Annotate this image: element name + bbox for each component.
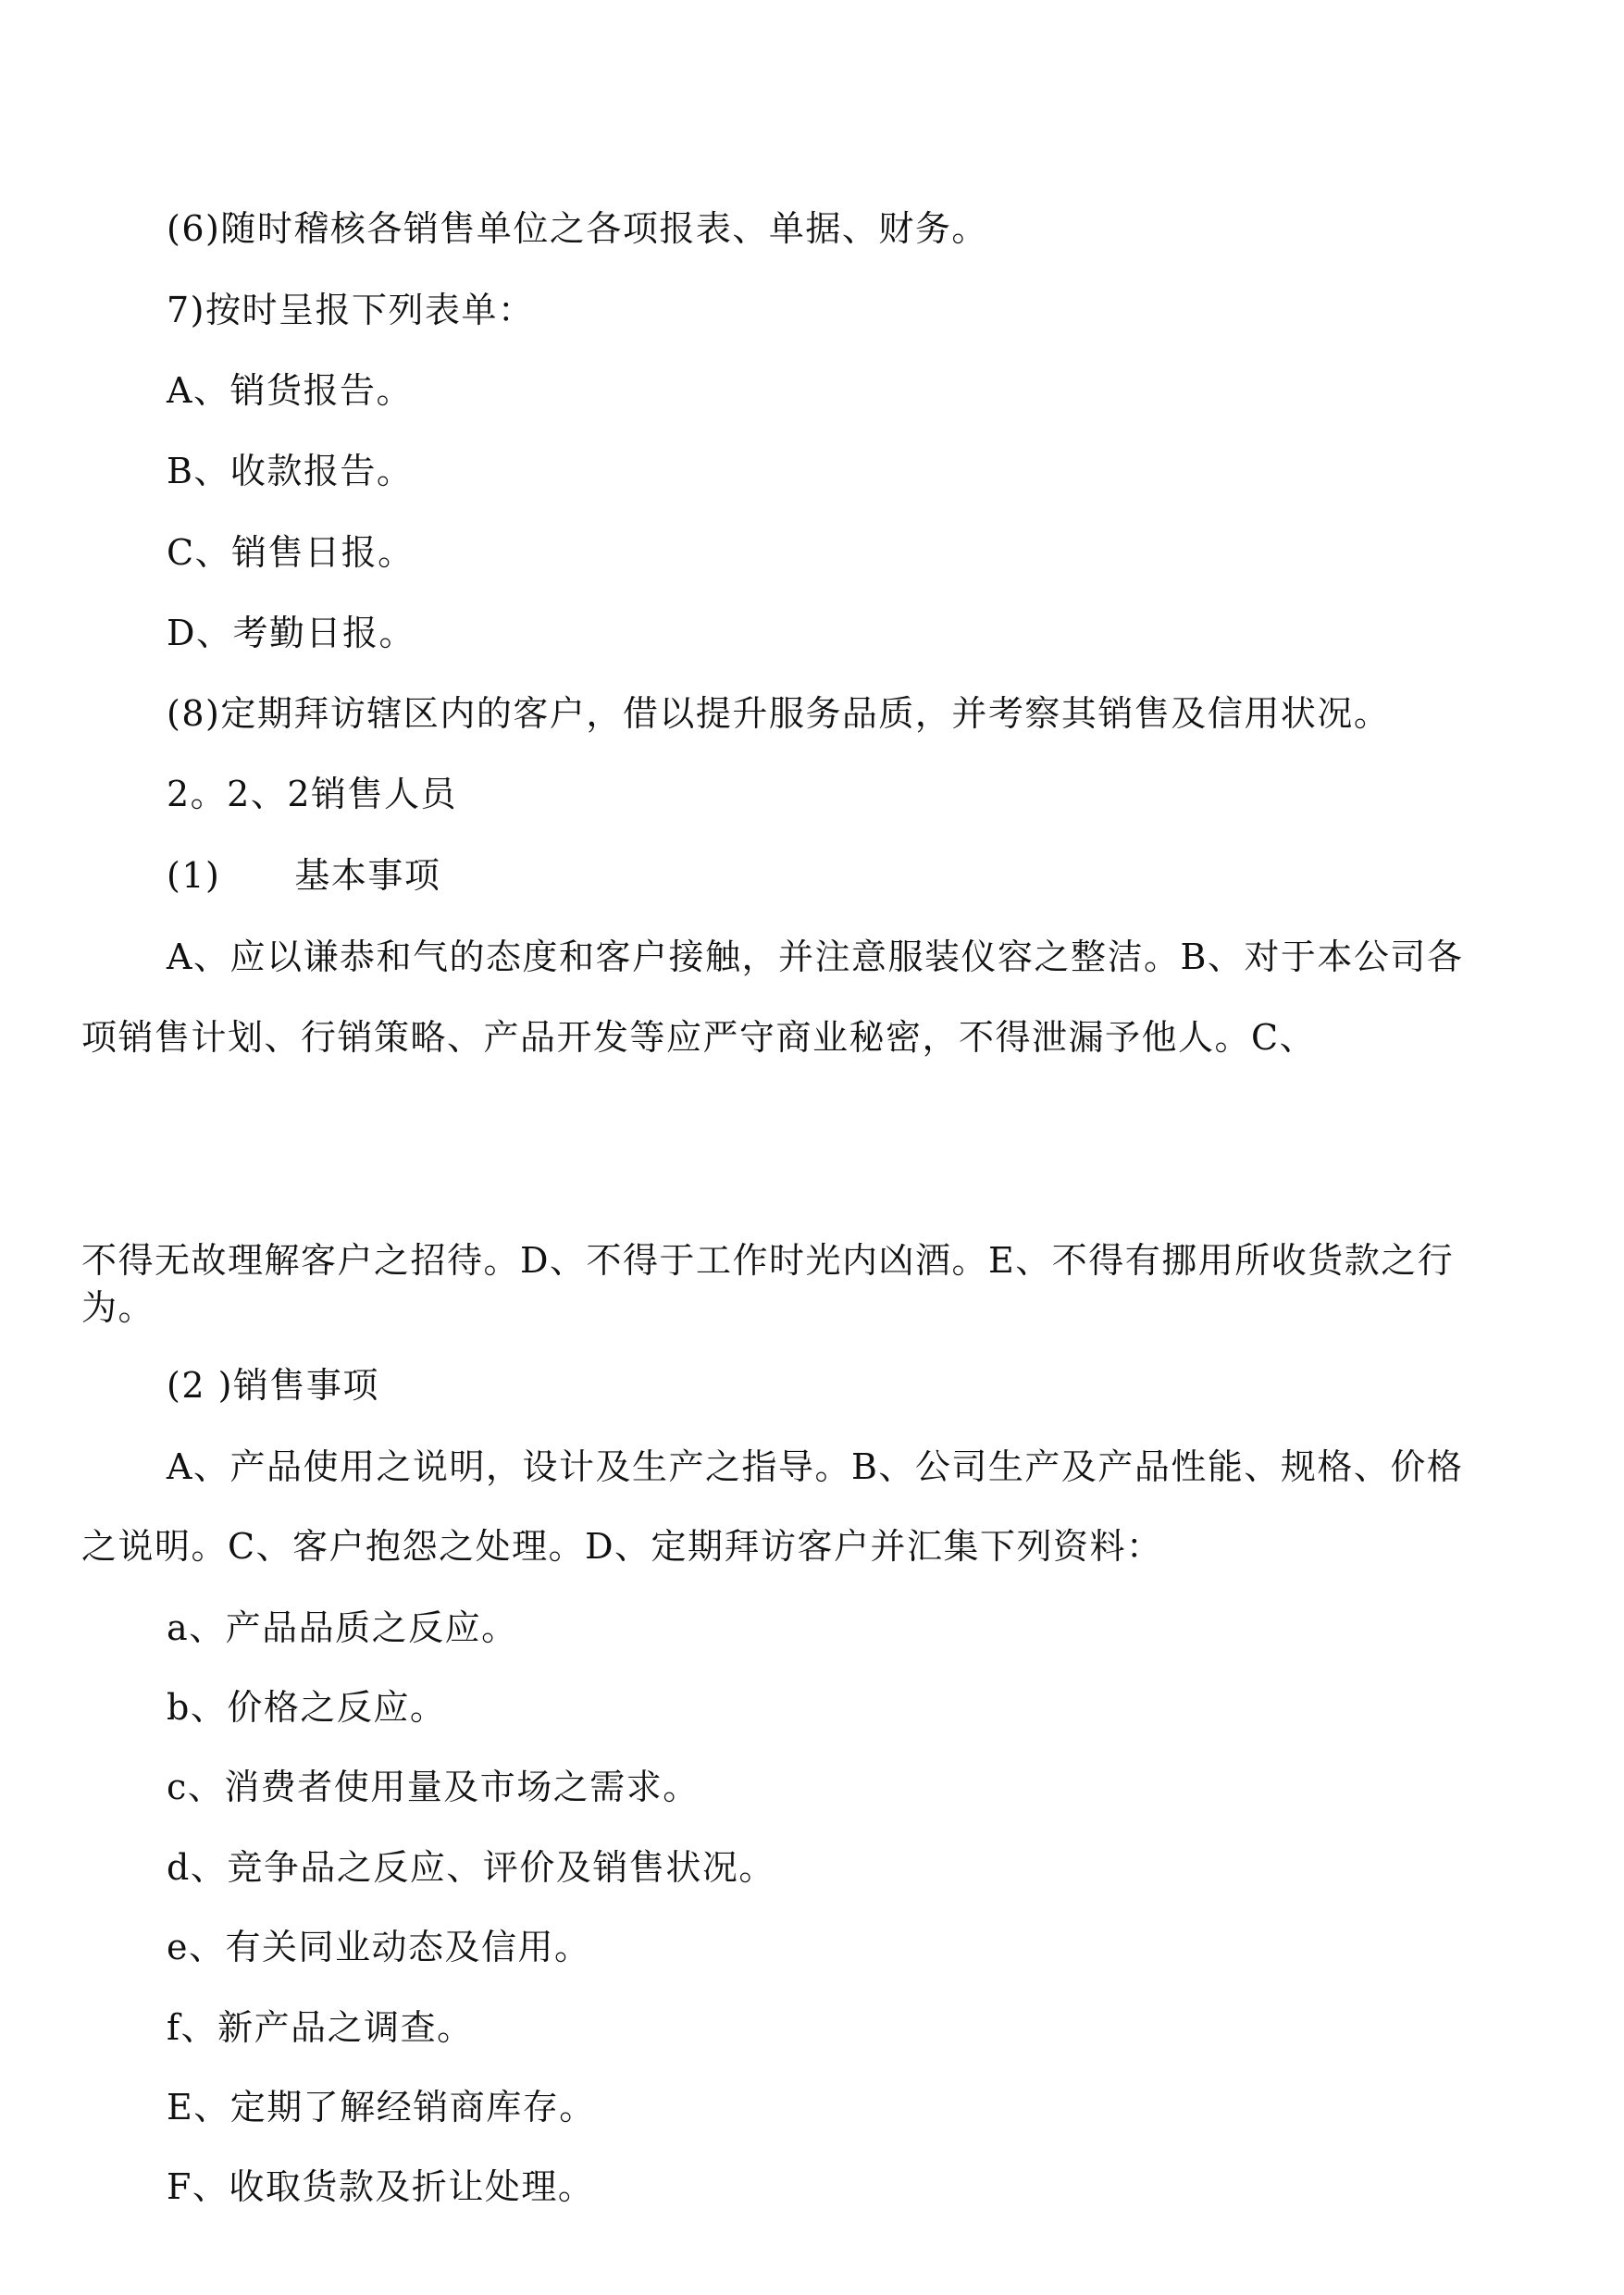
list-item-upper-e: E、定期了解经销商库存。 — [167, 2087, 596, 2128]
text-line-7: 7)按时呈报下列表单： — [167, 290, 535, 330]
subsection-heading-sales: (2 )销售事项 — [167, 1365, 379, 1406]
list-item-d: D、考勤日报。 — [167, 613, 415, 653]
list-item-lower-a: a、产品品质之反应。 — [167, 1607, 518, 1648]
subsection-heading-basic — [167, 855, 441, 896]
paragraph-line: A、应以谦恭和气的态度和客户接触，并注意服装仪容之整洁。B、对于本公司各 — [167, 937, 1464, 977]
list-item-lower-f: f、新产品之调查。 — [167, 2007, 474, 2048]
text-line-8: (8)定期拜访辖区内的客户，借以提升服务品质，并考察其销售及信用状况。 — [167, 693, 1391, 734]
section-heading-sales-staff: 2。2、2销售人员 — [167, 774, 458, 814]
paragraph-line: 项销售计划、行销策略、产品开发等应严守商业秘密，不得泄漏予他人。C、 — [81, 1017, 1317, 1058]
text-line-6: (6)随时稽核各销售单位之各项报表、单据、财务。 — [167, 208, 988, 249]
list-item-lower-d: d、竞争品之反应、评价及销售状况。 — [167, 1847, 775, 1888]
paragraph-line: A、产品使用之说明，设计及生产之指导。B、公司生产及产品性能、规格、价格 — [167, 1446, 1464, 1487]
subsection-number: (1) — [167, 855, 221, 896]
paragraph-line: 为。 — [81, 1287, 155, 1328]
list-item-c: C、销售日报。 — [167, 532, 415, 573]
list-item-a: A、销货报告。 — [167, 370, 413, 411]
list-item-b: B、收款报告。 — [167, 451, 414, 491]
list-item-upper-f: F、收取货款及折让处理。 — [167, 2166, 595, 2207]
paragraph-line: 不得无故理解客户之招待。D、不得于工作时光内凶酒。E、不得有挪用所收货款之行 — [81, 1240, 1455, 1281]
subsection-title: 基本事项 — [294, 855, 441, 896]
list-item-lower-e: e、有关同业动态及信用。 — [167, 1927, 591, 1967]
list-item-lower-b: b、价格之反应。 — [167, 1687, 447, 1728]
paragraph-line: 之说明。C、客户抱怨之处理。D、定期拜访客户并汇集下列资料： — [81, 1526, 1163, 1567]
list-item-lower-c: c、消费者使用量及市场之需求。 — [167, 1767, 700, 1807]
